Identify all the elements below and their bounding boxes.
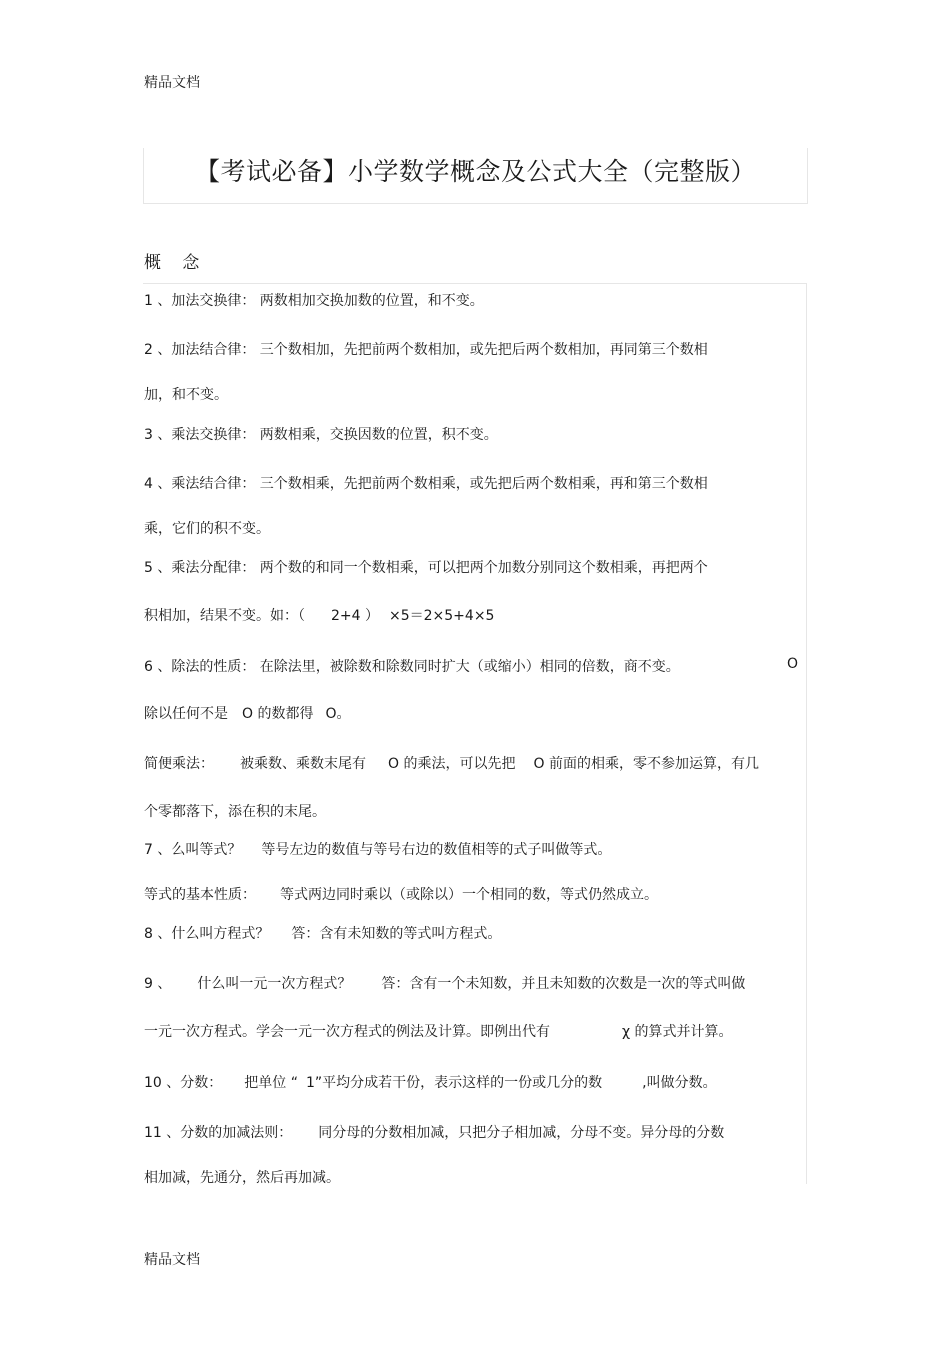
- line-segment: 2+4 ）: [331, 608, 379, 624]
- content-line: [144, 290, 484, 310]
- line-segment: ： 两数相乘，交换因数的位置，积不变。: [241, 427, 498, 443]
- line-segment: 9 、: [144, 976, 172, 992]
- content-line: [144, 518, 270, 538]
- line-segment: 一元一次方程式。学会一元一次方程式的例法及计算。即例出代有: [144, 1024, 550, 1040]
- line-segment: 除以任何不是: [144, 706, 228, 722]
- line-segment: 答：含有未知数的等式叫方程式。: [291, 926, 502, 942]
- line-segment: 积相加，结果不变。如：（: [144, 608, 305, 624]
- line-segment: 3 、乘法交换律: [144, 427, 242, 443]
- line-segment: ： 三个数相乘，先把前两个数相乘，或先把后两个数相乘，再和第三个数相: [241, 476, 708, 492]
- line-segment: 1 、加法交换律: [144, 293, 242, 309]
- line-segment: O。: [325, 706, 351, 722]
- content-line: [144, 703, 351, 723]
- content-line: [144, 1021, 733, 1041]
- line-segment: 被乘数、乘数末尾有: [240, 756, 366, 772]
- content-line: [144, 839, 611, 859]
- line-segment: 4 、乘法结合律: [144, 476, 242, 492]
- line-segment: 7 、么叫等式？: [144, 842, 242, 858]
- content-line: [144, 424, 498, 444]
- line-segment: 乘，它们的积不变。: [144, 521, 270, 537]
- content-line: [144, 384, 228, 404]
- line-segment: ,叫做分数。: [642, 1075, 717, 1091]
- content-line: [144, 884, 658, 904]
- content-line: [144, 557, 708, 577]
- line-segment: O 前面的相乘，零不参加运算，有几: [533, 756, 759, 772]
- line-segment: 1”平均分成若干份，表示这样的一份或几分的数: [305, 1075, 603, 1091]
- line-segment: 10 、分数：: [144, 1075, 223, 1091]
- document-title: 【考试必备】小学数学概念及公式大全（完整版）: [194, 157, 756, 186]
- line-segment: 加，和不变。: [144, 387, 228, 403]
- line-segment: 简便乘法：: [144, 756, 214, 772]
- line-segment: 把单位 “: [244, 1075, 298, 1091]
- content-line: [144, 656, 680, 676]
- content-line: [144, 973, 745, 993]
- line-segment: 等式两边同时乘以（或除以）一个相同的数，等式仍然成立。: [280, 887, 658, 903]
- line-segment: 等式的基本性质：: [144, 887, 256, 903]
- content-line: [144, 753, 759, 773]
- line-segment: O 的乘法，可以先把: [388, 756, 516, 772]
- line-segment: ： 两个数的和同一个数相乘，可以把两个加数分别同这个数相乘，再把两个: [241, 560, 708, 576]
- line-segment: 2 、加法结合律: [144, 342, 242, 358]
- section-title: 概 念: [144, 253, 208, 273]
- content-line: [144, 1072, 717, 1092]
- line-segment: ： 两数相加交换加数的位置，和不变。: [241, 293, 484, 309]
- content-line: [144, 923, 501, 943]
- content-line: [144, 1167, 340, 1187]
- content-line: [144, 801, 326, 821]
- content-line: [144, 473, 708, 493]
- line-segment: 11 、分数的加减法则：: [144, 1125, 293, 1141]
- line-segment: 个零都落下，添在积的末尾。: [144, 804, 326, 820]
- line-segment: ： 在除法里，被除数和除数同时扩大（或缩小）相同的倍数，商不变。: [241, 659, 680, 675]
- line-segment: ： 三个数相加，先把前两个数相加，或先把后两个数相加，再同第三个数相: [241, 342, 708, 358]
- line-segment: 8 、什么叫方程式？: [144, 926, 270, 942]
- line-segment: 等号左边的数值与等号右边的数值相等的式子叫做等式。: [261, 842, 612, 858]
- line-segment: 答：含有一个未知数，并且未知数的次数是一次的等式叫做: [381, 976, 746, 992]
- content-line: [144, 339, 708, 359]
- content-line: [144, 1122, 724, 1142]
- line-segment: 6 、除法的性质: [144, 659, 242, 675]
- content-box: [143, 283, 807, 1184]
- line-segment: 5 、乘法分配律: [144, 560, 242, 576]
- line-segment: ×5＝2×5+4×5: [389, 608, 495, 624]
- line-segment: 什么叫一元一次方程式？: [197, 976, 352, 992]
- page-header: 精品文档: [144, 75, 200, 91]
- page-footer: 精品文档: [144, 1252, 200, 1268]
- line-segment: 相加减，先通分，然后再加减。: [144, 1170, 340, 1186]
- line-segment: χ 的算式并计算。: [622, 1024, 733, 1040]
- content-line: [144, 605, 494, 625]
- line-segment: 同分母的分数相加减，只把分子相加减，分母不变。异分母的分数: [318, 1125, 725, 1141]
- line-segment: O 的数都得: [242, 706, 314, 722]
- line-trailing-text: O: [787, 656, 799, 672]
- title-box: [143, 148, 808, 204]
